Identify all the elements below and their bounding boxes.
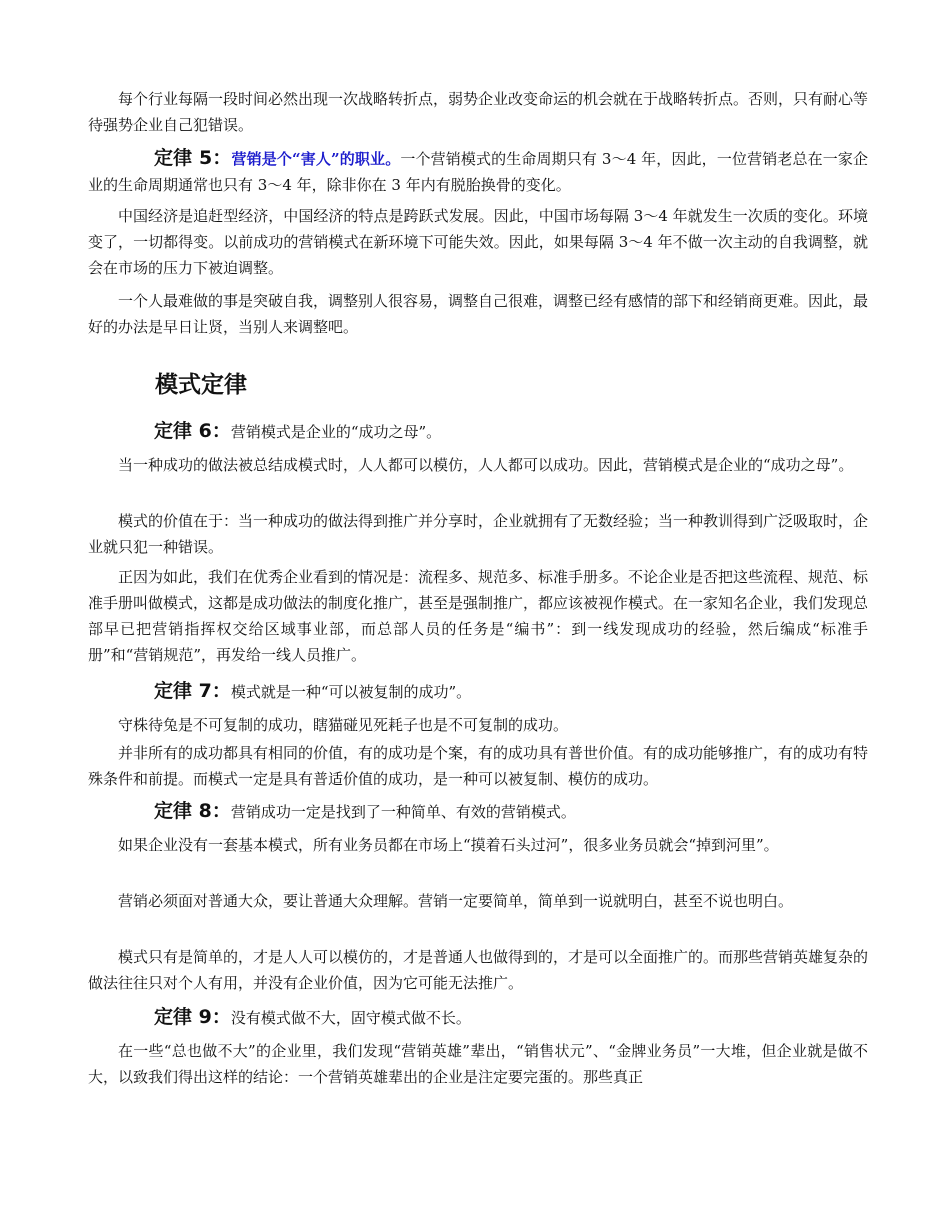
intro-section [88,86,868,138]
law-5-label: 定律 5： [154,147,232,169]
body-paragraph: 每个行业每隔一段时间必然出现一次战略转折点，弱势企业改变命运的机会就在于战略转折点。否则，只有耐心等待强势企业自己犯错误。 [88,90,869,134]
law-7-text: 模式就是一种“可以被复制的成功”。 [230,683,472,701]
law-9-paragraph-1: 在一些“总也做不大”的企业里，我们发现“营销英雄”辈出，“销售状元”、“金牌业务员”一大堆，但企业就是做不大，以致我们得出这样的结论：一个营销英雄辈出的企业是注定要完蛋的。那些真正 [88,1042,868,1086]
law-5-paragraph-2: 一个人最难做的事是突破自我，调整别人很容易，调整自己很难，调整已经有感情的部下和经销商更难。因此，最好的办法是早日让贤，当别人来调整吧。 [88,292,869,336]
law-6-paragraph-3: 正因为如此，我们在优秀企业看到的情况是：流程多、规范多、标准手册多。不论企业是否把这些流程、规范、标准手册叫做模式，这都是成功做法的制度化推广，甚至是强制推广，都应该被视作模式。在一家知名企业，我们发现总部早已把营销指挥权交给区域事业部，而总部人员的任务是“编书”：到一线发现成功的经验，然后编成“标准手册”和“营销规范”，再发给一线人员推广。 [88,568,869,664]
law-7-label: 定律 7： [154,680,231,702]
law-8-paragraph-2: 营销必须面对普通大众，要让普通大众理解。营销一定要简单，简单到一说就明白，甚至不说也明白。 [118,892,794,910]
law-8-statement [88,798,868,825]
section-heading: 模式定律 [155,372,247,398]
law-8-label: 定律 8： [154,800,231,822]
law-9-label: 定律 9： [154,1006,231,1028]
law-6-label: 定律 6： [154,420,231,442]
law-6-text: 营销模式是企业的“成功之母”。 [230,423,442,441]
law-5-statement [88,145,868,198]
law-5-paragraph-1: 中国经济是追赶型经济，中国经济的特点是跨跃式发展。因此，中国市场每隔 3～4 年就发生一次质的变化。环境变了，一切都得变。以前成功的营销模式在新环境下可能失效。因此，如果每隔 3～4 年不做一次主动的自我调整，就会在市场的压力下被迫调整。 [88,207,868,277]
law-7-paragraph-1: 守株待兔是不可复制的成功，瞎猫碰见死耗子也是不可复制的成功。 [118,716,569,734]
law-5-section [88,145,868,198]
law-6-section [88,418,868,445]
law-8-paragraph-3: 模式只有是简单的，才是人人可以模仿的，才是普通人也做得到的，才是可以全面推广的。而那些营销英雄复杂的做法往往只对个人有用，并没有企业价值，因为它可能无法推广。 [88,948,869,992]
law-6-statement [88,418,868,445]
law-5-emphasis: 营销是个“害人”的职业。 [231,150,401,168]
law-8-section [88,798,868,825]
law-7-section [88,678,868,705]
law-5-text: 一个营销模式的生命周期只有 3～4 年，因此，一位营销老总在一家企业的生命周期通常也只有 3～4 年，除非你在 3 年内有脱胎换骨的变化。 [88,150,868,194]
law-8-paragraph-1: 如果企业没有一套基本模式，所有业务员都在市场上“摸着石头过河”，很多业务员就会“掉到河里”。 [118,836,779,854]
law-7-statement [88,678,868,705]
law-6-paragraph-1: 当一种成功的做法被总结成模式时，人人都可以模仿，人人都可以成功。因此，营销模式是企业的“成功之母”。 [118,456,854,474]
law-9-section [88,1004,868,1031]
law-8-text: 营销成功一定是找到了一种简单、有效的营销模式。 [230,803,576,821]
law-9-statement [88,1004,868,1031]
law-6-paragraph-2: 模式的价值在于：当一种成功的做法得到推广并分享时，企业就拥有了无数经验；当一种教训得到广泛吸取时，企业就只犯一种错误。 [88,512,869,556]
law-7-paragraph-2: 并非所有的成功都具有相同的价值，有的成功是个案，有的成功具有普世价值。有的成功能够推广，有的成功有特殊条件和前提。而模式一定是具有普适价值的成功，是一种可以被复制、模仿的成功。 [88,744,869,788]
law-9-text: 没有模式做不大，固守模式做不长。 [230,1009,471,1027]
